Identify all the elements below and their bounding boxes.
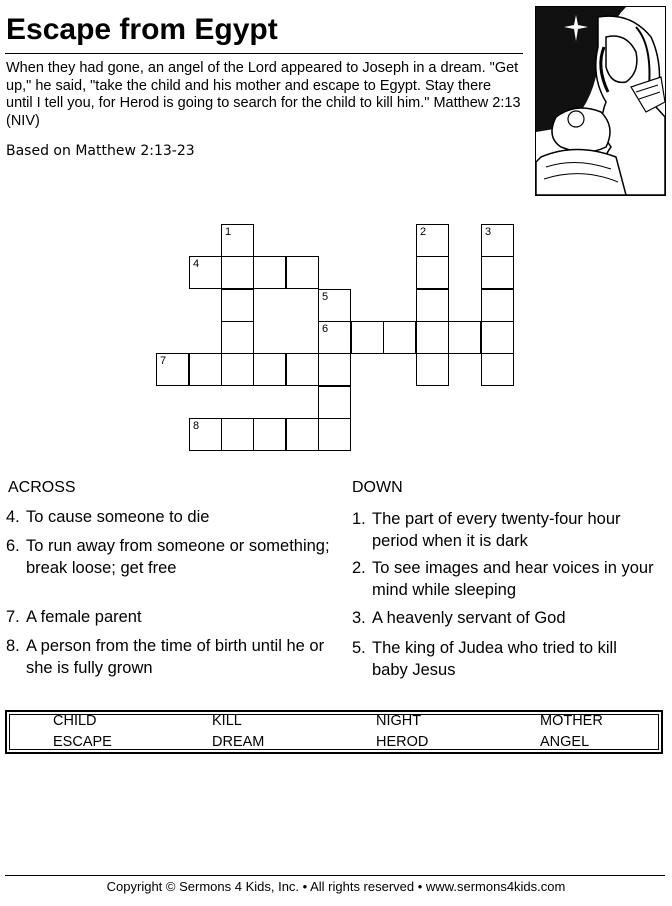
crossword-cell[interactable] bbox=[156, 353, 189, 386]
clue-num: 1. bbox=[352, 510, 366, 528]
crossword-cell[interactable] bbox=[221, 289, 254, 322]
crossword-cell[interactable] bbox=[189, 353, 222, 386]
based-on-reference: Based on Matthew 2:13-23 bbox=[6, 143, 195, 159]
crossword-cell[interactable] bbox=[416, 224, 449, 257]
clue-number: 4 bbox=[193, 258, 200, 270]
word-bank-word: NIGHT bbox=[376, 713, 422, 729]
crossword-cell[interactable] bbox=[318, 386, 351, 419]
footer-divider bbox=[5, 875, 665, 876]
across-clue bbox=[6, 606, 341, 628]
clue-text: A person from the time of birth until he or she is fully grown bbox=[26, 637, 325, 677]
crossword-cell[interactable] bbox=[481, 256, 514, 289]
crossword-cell[interactable] bbox=[481, 321, 514, 354]
crossword-cell[interactable] bbox=[253, 353, 286, 386]
crossword-cell[interactable] bbox=[448, 321, 481, 354]
across-clue bbox=[6, 635, 326, 679]
word-bank-word: DREAM bbox=[212, 734, 265, 750]
crossword-cell[interactable] bbox=[318, 321, 351, 354]
clue-text: A heavenly servant of God bbox=[372, 609, 566, 627]
crossword-cell[interactable] bbox=[221, 353, 254, 386]
clue-number: 2 bbox=[420, 226, 427, 238]
crossword-cell[interactable] bbox=[286, 256, 319, 289]
clue-num: 5. bbox=[352, 639, 366, 657]
crossword-cell[interactable] bbox=[221, 321, 254, 354]
down-clue bbox=[352, 607, 664, 629]
clue-num: 3. bbox=[352, 609, 366, 627]
clue-text: A female parent bbox=[26, 608, 142, 626]
crossword-cell[interactable] bbox=[416, 256, 449, 289]
page-title: Escape from Egypt bbox=[6, 13, 278, 46]
clue-text: To run away from someone or something; break loose; get free bbox=[26, 537, 330, 577]
crossword-cell[interactable] bbox=[253, 256, 286, 289]
crossword-cell[interactable] bbox=[351, 321, 384, 354]
word-bank-word: CHILD bbox=[53, 713, 97, 729]
copyright-footer: Copyright © Sermons 4 Kids, Inc. • All rights reserved • www.sermons4kids.com bbox=[106, 879, 566, 894]
crossword-cell[interactable] bbox=[383, 321, 416, 354]
clue-number: 3 bbox=[485, 226, 492, 238]
clue-num: 6. bbox=[6, 537, 20, 555]
word-bank-word: ANGEL bbox=[540, 734, 590, 750]
crossword-cell[interactable] bbox=[189, 418, 222, 451]
crossword-cell[interactable] bbox=[189, 256, 222, 289]
down-clue bbox=[352, 637, 657, 681]
down-clue bbox=[352, 508, 652, 552]
crossword-cell[interactable] bbox=[481, 224, 514, 257]
clue-number: 8 bbox=[193, 420, 200, 432]
clue-text: The part of every twenty-four hour period when it is dark bbox=[372, 510, 621, 550]
clue-num: 7. bbox=[6, 608, 20, 626]
crossword-cell[interactable] bbox=[253, 418, 286, 451]
crossword-cell[interactable] bbox=[318, 418, 351, 451]
clue-text: The king of Judea who tried to kill baby Jesus bbox=[372, 639, 617, 679]
down-clue bbox=[352, 557, 664, 601]
word-bank-word: HEROD bbox=[376, 734, 429, 750]
crossword-cell[interactable] bbox=[286, 353, 319, 386]
clue-num: 4. bbox=[6, 508, 20, 526]
crossword-cell[interactable] bbox=[286, 418, 319, 451]
clue-number: 1 bbox=[225, 226, 232, 238]
crossword-cell[interactable] bbox=[221, 224, 254, 257]
clue-num: 8. bbox=[6, 637, 20, 655]
crossword-cell[interactable] bbox=[221, 418, 254, 451]
word-bank-word: ESCAPE bbox=[53, 734, 112, 750]
across-clue bbox=[6, 535, 346, 579]
word-bank-word: KILL bbox=[212, 713, 242, 729]
clue-text: To cause someone to die bbox=[26, 508, 210, 526]
crossword-cell[interactable] bbox=[481, 289, 514, 322]
down-heading: DOWN bbox=[352, 479, 403, 496]
crossword-cell[interactable] bbox=[318, 289, 351, 322]
clue-text: To see images and hear voices in your mind while sleeping bbox=[372, 559, 654, 599]
crossword-cell[interactable] bbox=[416, 353, 449, 386]
clue-num: 2. bbox=[352, 559, 366, 577]
word-bank-word: MOTHER bbox=[540, 713, 603, 729]
crossword-cell[interactable] bbox=[318, 353, 351, 386]
clue-number: 7 bbox=[160, 355, 167, 367]
crossword-cell[interactable] bbox=[481, 353, 514, 386]
clue-number: 5 bbox=[322, 291, 329, 303]
crossword-cell[interactable] bbox=[416, 321, 449, 354]
crossword-cell[interactable] bbox=[416, 289, 449, 322]
scripture-quote: When they had gone, an angel of the Lord appeared to Joseph in a dream. "Get up," he said, "take the child and his mother and escape to Egypt. Stay there until I tell you, for Herod is going to search for the child to kill him." Matthew 2:13 (NIV) bbox=[6, 60, 521, 129]
across-clue bbox=[6, 506, 341, 528]
crossword-cell[interactable] bbox=[221, 256, 254, 289]
clue-number: 6 bbox=[322, 323, 329, 335]
across-heading: ACROSS bbox=[8, 479, 76, 496]
